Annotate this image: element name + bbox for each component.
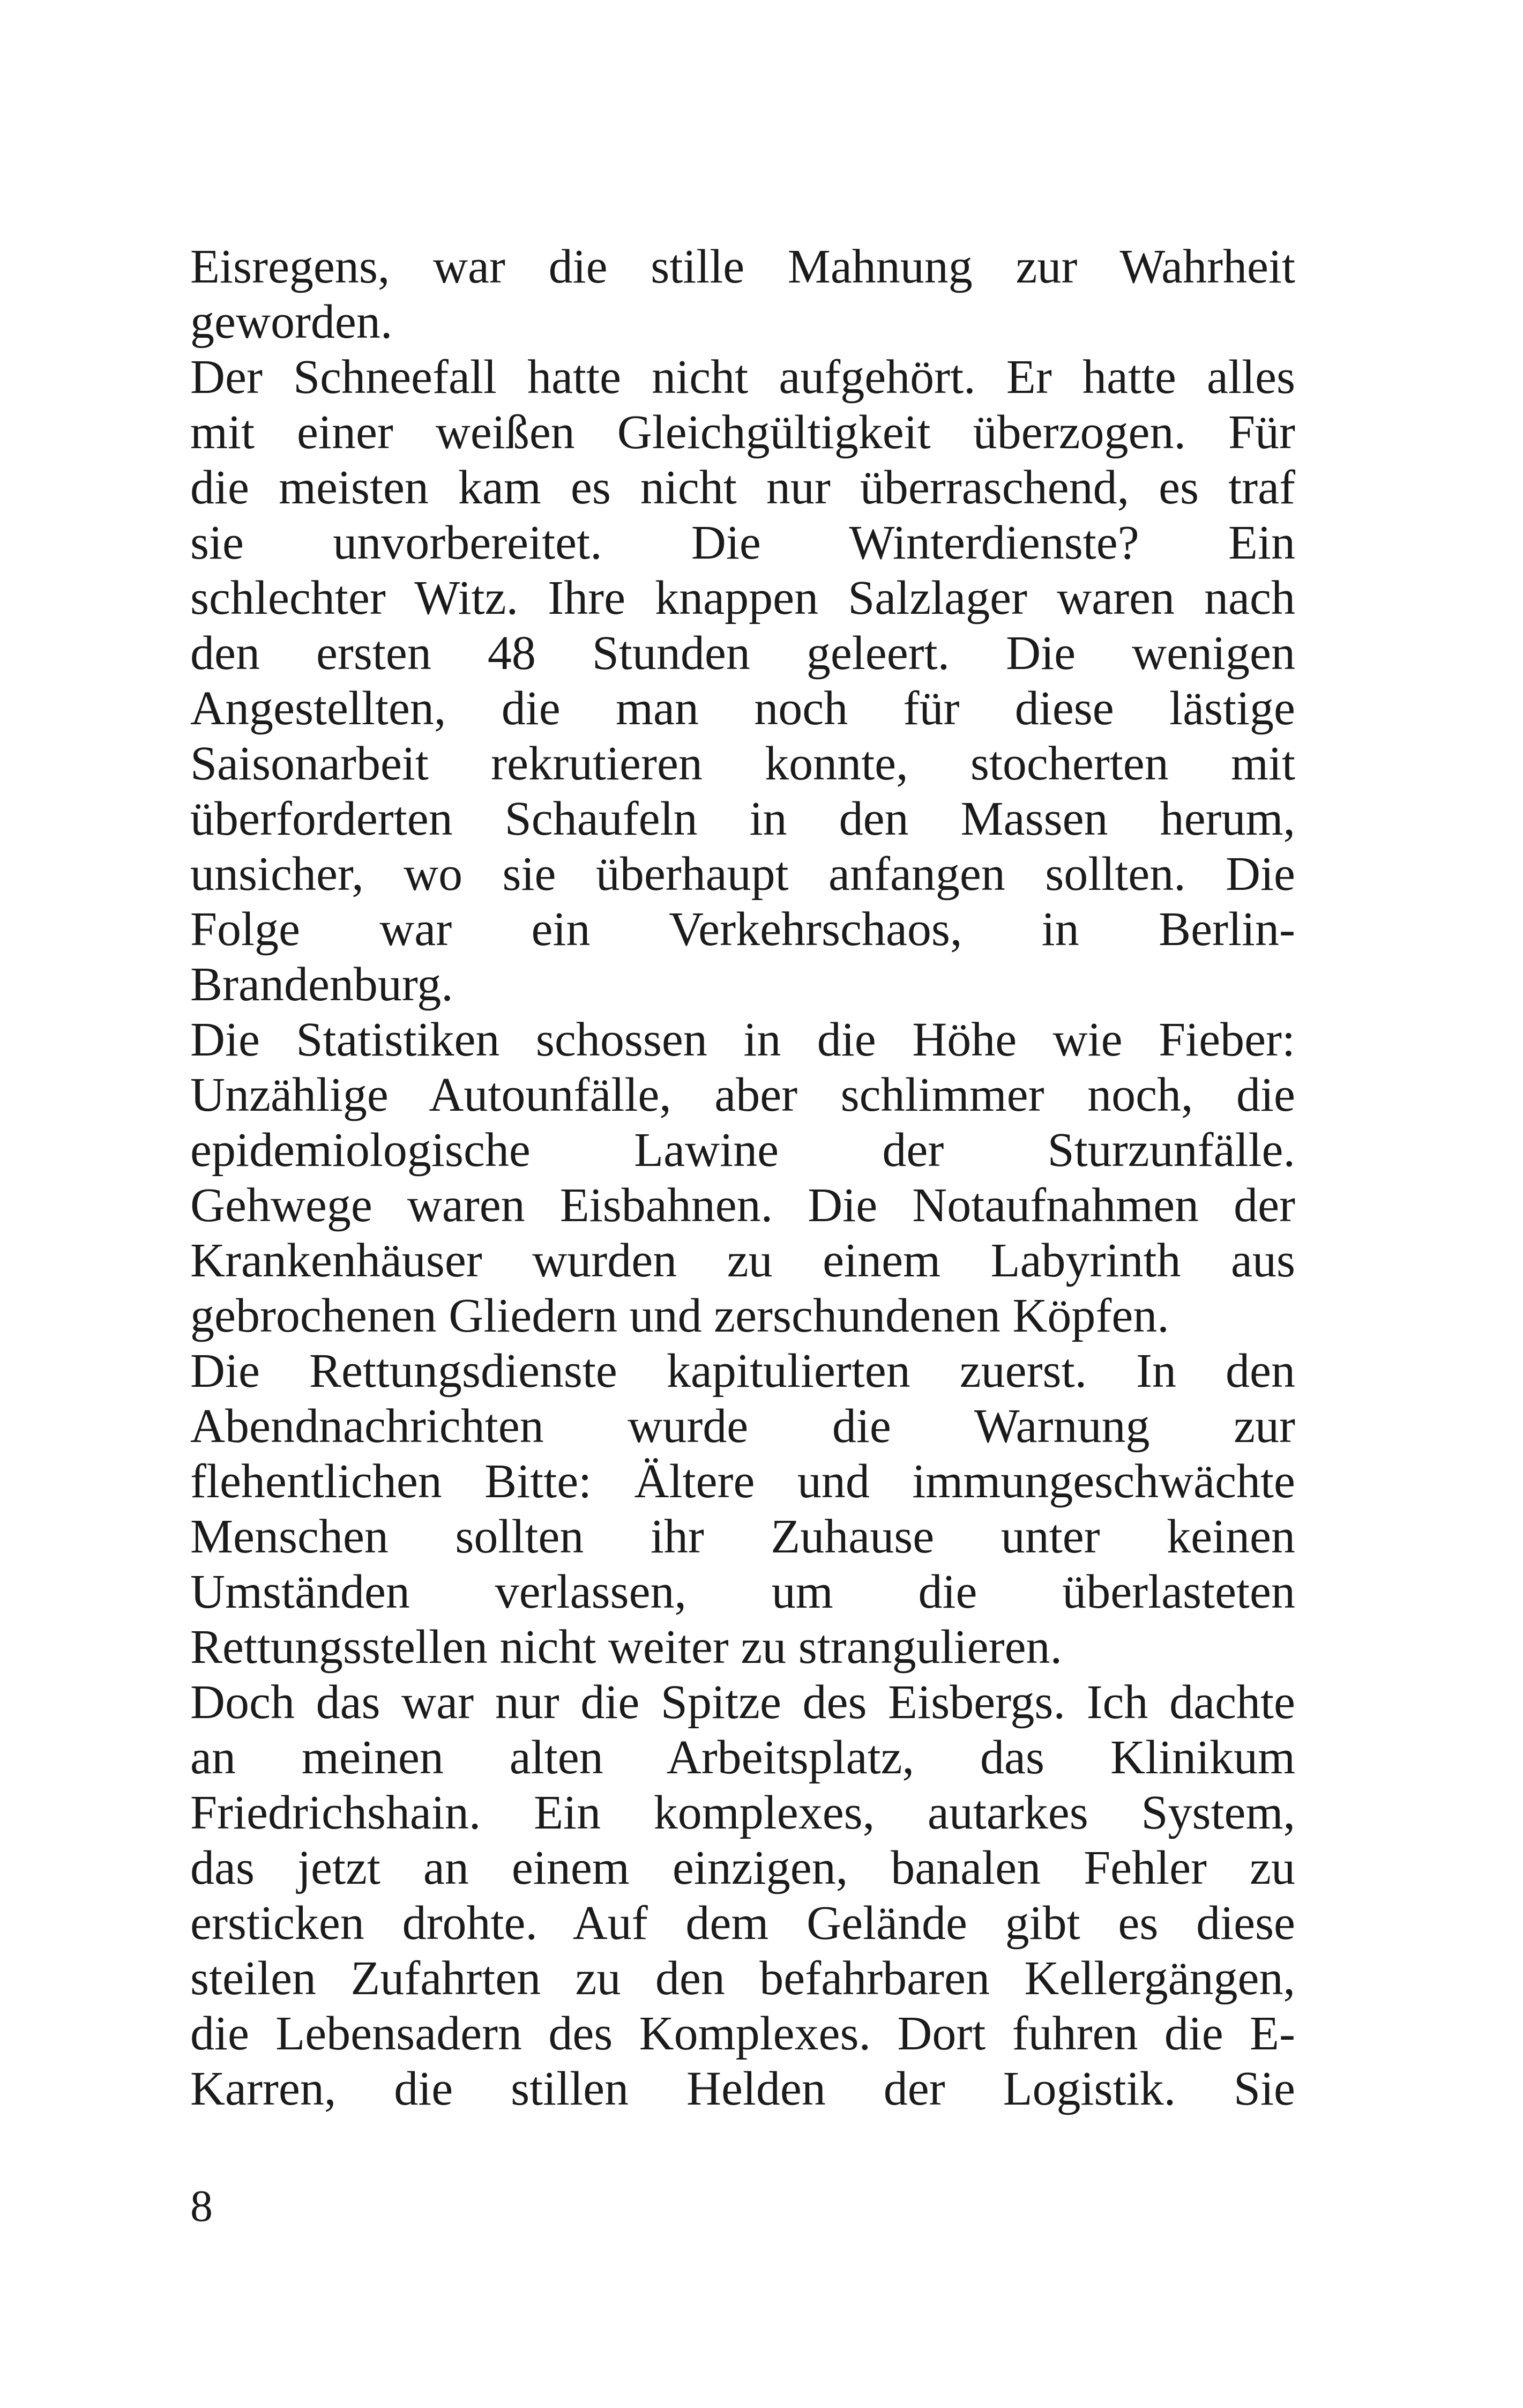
text-line: flehentlichen Bitte: Ältere und immungeschwächte <box>190 1455 1295 1508</box>
text-line: sie unvorbereitet. Die Winterdienste? Ein <box>190 516 1295 569</box>
text-line: Abendnachrichten wurde die Warnung zur <box>190 1400 1295 1453</box>
text-line: Saisonarbeit rekrutieren konnte, stocherten mit <box>190 737 1295 790</box>
text-line: das jetzt an einem einzigen, banalen Fehler zu <box>190 1841 1295 1894</box>
text-line: Brandenburg. <box>190 958 453 1011</box>
text-line: Krankenhäuser wurden zu einem Labyrinth aus <box>190 1234 1295 1287</box>
body-text <box>190 239 1295 2116</box>
text-line: überforderten Schaufeln in den Massen herum, <box>190 792 1295 845</box>
paragraph <box>190 1343 1295 1675</box>
text-line: die meisten kam es nicht nur überraschend, es traf <box>190 461 1295 514</box>
paragraph-continued <box>190 239 1295 350</box>
paragraph-continues <box>190 1675 1295 2116</box>
text-line: Angestellten, die man noch für diese lästige <box>190 682 1295 735</box>
text-line: Rettungsstellen nicht weiter zu strangulieren. <box>190 1621 1063 1674</box>
text-line: an meinen alten Arbeitsplatz, das Klinikum <box>190 1731 1295 1784</box>
text-line: ersticken drohte. Auf dem Gelände gibt es diese <box>190 1897 1295 1950</box>
text-line: Die Rettungsdienste kapitulierten zuerst. In den <box>190 1344 1295 1398</box>
text-line: den ersten 48 Stunden geleert. Die wenigen <box>190 627 1295 680</box>
text-line: Eisregens, war die stille Mahnung zur Wahrheit <box>190 240 1295 293</box>
text-line: Folge war ein Verkehrschaos, in Berlin- <box>190 903 1295 956</box>
text-line: unsicher, wo sie überhaupt anfangen sollten. Die <box>190 848 1295 901</box>
text-line: Menschen sollten ihr Zuhause unter keinen <box>190 1510 1295 1563</box>
text-line: Gehwege waren Eisbahnen. Die Notaufnahmen der <box>190 1179 1295 1232</box>
text-line: gebrochenen Gliedern und zerschundenen Köpfen. <box>190 1289 1169 1342</box>
page-number: 8 <box>190 2181 213 2231</box>
text-line: die Lebensadern des Komplexes. Dort fuhren die E- <box>190 2007 1295 2060</box>
text-line: Unzählige Autounfälle, aber schlimmer noch, die <box>190 1068 1295 1121</box>
paragraph <box>190 350 1295 1012</box>
text-line: Doch das war nur die Spitze des Eisbergs. Ich dachte <box>190 1676 1295 1729</box>
text-line: Der Schneefall hatte nicht aufgehört. Er hatte alles <box>190 351 1295 404</box>
text-line: Friedrichshain. Ein komplexes, autarkes System, <box>190 1786 1295 1839</box>
text-line: Die Statistiken schossen in die Höhe wie Fieber: <box>190 1013 1295 1066</box>
text-line: schlechter Witz. Ihre knappen Salzlager waren nach <box>190 571 1295 625</box>
text-line: Karren, die stillen Helden der Logistik. Sie <box>190 2062 1295 2115</box>
text-line: geworden. <box>190 295 393 348</box>
text-line: epidemiologische Lawine der Sturzunfälle. <box>190 1124 1295 1177</box>
text-line: Umständen verlassen, um die überlasteten <box>190 1565 1295 1618</box>
paragraph <box>190 1012 1295 1343</box>
text-line: steilen Zufahrten zu den befahrbaren Kellergängen, <box>190 1952 1295 2005</box>
text-line: mit einer weißen Gleichgültigkeit überzogen. Für <box>190 406 1295 459</box>
